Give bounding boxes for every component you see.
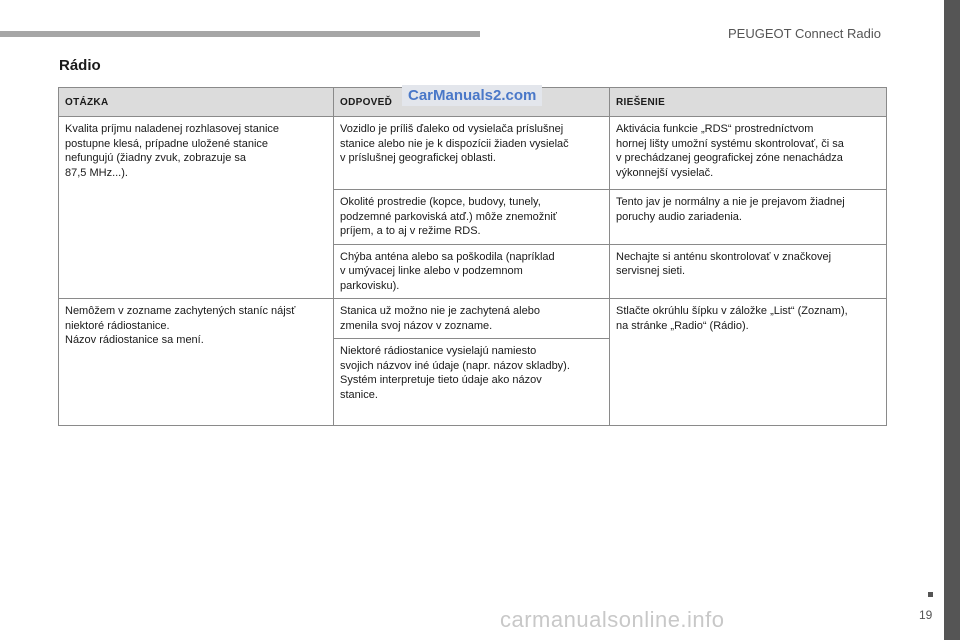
faq-table: [58, 87, 887, 426]
question-cell: Nemôžem v zozname zachytených staníc nájsť niektoré rádiostanice. Názov rádiostanice sa mení.: [59, 299, 334, 426]
answer-cell: Vozidlo je príliš ďaleko od vysielača príslušnej stanice alebo nie je k dispozícii žiaden vysielač v príslušnej geografickej oblasti.: [334, 117, 610, 190]
solution-cell: Stlačte okrúhlu šípku v záložke „List“ (Zoznam), na stránke „Radio“ (Rádio).: [610, 299, 887, 426]
header-solution: RIEŠENIE: [610, 88, 887, 117]
top-bar: [0, 31, 480, 37]
question-cell: Kvalita príjmu naladenej rozhlasovej stanice postupne klesá, prípadne uložené stanice nefungujú (žiadny zvuk, zobrazuje sa 87,5 MHz...).: [59, 117, 334, 299]
solution-cell: Tento jav je normálny a nie je prejavom žiadnej poruchy audio zariadenia.: [610, 190, 887, 245]
table-row: [59, 117, 887, 190]
answer-cell: Chýba anténa alebo sa poškodila (napríklad v umývacej linke alebo v podzemnom parkovisku).: [334, 244, 610, 299]
answer-cell: Okolité prostredie (kopce, budovy, tunely, podzemné parkoviská atď.) môže znemožniť príjem, a to aj v režime RDS.: [334, 190, 610, 245]
header-title: PEUGEOT Connect Radio: [728, 26, 881, 41]
page-number: 19: [919, 608, 933, 622]
watermark-logo: CarManuals2.com: [402, 85, 542, 106]
answer-cell: Niektoré rádiostanice vysielajú namiesto svojich názvov iné údaje (napr. názov skladby). Systém interpretuje tieto údaje ako názov stanice.: [334, 339, 610, 426]
header-question: OTÁZKA: [59, 88, 334, 117]
page-marker: [928, 592, 933, 597]
section-title: Rádio: [59, 57, 101, 74]
watermark-footer: carmanualsonline.info: [500, 607, 725, 632]
header-answer: ODPOVEĎ: [334, 88, 610, 117]
table-row: [59, 299, 887, 339]
side-strip: [944, 0, 960, 640]
answer-cell: Stanica už možno nie je zachytená alebo zmenila svoj názov v zozname.: [334, 299, 610, 339]
solution-cell: Aktivácia funkcie „RDS“ prostredníctvom hornej lišty umožní systému skontrolovať, či sa v prechádzanej geografickej zóne nenachádza výkonnejší vysielač.: [610, 117, 887, 190]
solution-cell: Nechajte si anténu skontrolovať v značkovej servisnej sieti.: [610, 244, 887, 299]
